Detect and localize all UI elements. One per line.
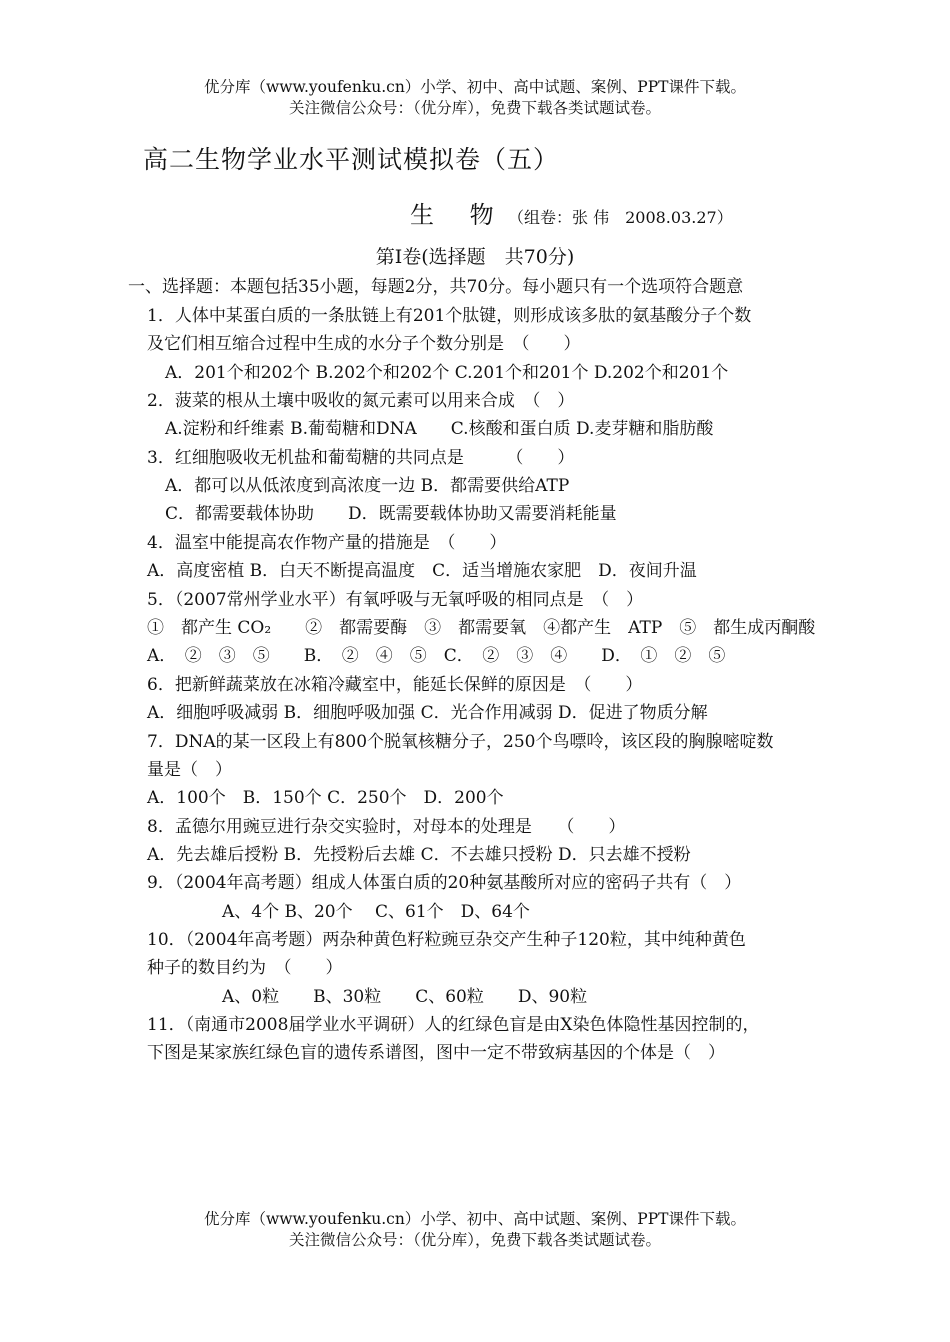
banner-line-1: 优分库（www.youfenku.cn）小学、初中、高中试题、案例、PPT课件下载。	[203, 78, 747, 96]
question-stem: 2．菠菜的根从土壤中吸收的氮元素可以用来合成 （ ）	[147, 391, 575, 411]
question-statements: ① 都产生 CO₂ ② 都需要酶 ③ 都需要氧 ④都产生 ATP ⑤ 都生成丙酮酸	[147, 618, 816, 638]
question-stem: 5．（2007常州学业水平）有氧呼吸与无氧呼吸的相同点是 （ ）	[147, 590, 644, 610]
question-stem: 11．（南通市2008届学业水平调研）人的红绿色盲是由X染色体隐性基因控制的，	[147, 1015, 760, 1035]
question-stem: 3．红细胞吸收无机盐和葡萄糖的共同点是 （ ）	[147, 448, 575, 468]
question-options: A． ② ③ ⑤ B． ② ④ ⑤ C． ② ③ ④ D． ① ② ⑤	[147, 646, 726, 666]
exam-title: 高二生物学业水平测试模拟卷（五）	[143, 145, 560, 174]
question-stem: 9．（2004年高考题）组成人体蛋白质的20种氨基酸所对应的密码子共有（ ）	[147, 873, 742, 893]
question-stem: 8．孟德尔用豌豆进行杂交实验时，对母本的处理是 （ ）	[147, 817, 626, 837]
question-options: A．高度密植 B．白天不断提高温度 C．适当增施农家肥 D．夜间升温	[147, 561, 697, 581]
question-options: A．100个 B．150个 C．250个 D．200个	[147, 788, 504, 808]
question-options: A．201个和202个 B.202个和202个 C.201个和201个 D.202个和201个	[165, 363, 729, 383]
question-stem: 6．把新鲜蔬菜放在冰箱冷藏室中，能延长保鲜的原因是 （ ）	[147, 675, 643, 695]
question-stem: 及它们相互缩合过程中生成的水分子个数分别是 （ ）	[147, 334, 581, 354]
question-stem: 下图是某家族红绿色盲的遗传系谱图，图中一定不带致病基因的个体是（ ）	[147, 1043, 725, 1063]
section-heading: 第Ⅰ卷(选择题 共70分)	[375, 246, 575, 268]
question-options: A.淀粉和纤维素 B.葡萄糖和DNA C.核酸和蛋白质 D.麦芽糖和脂肪酸	[165, 419, 714, 439]
compiler-info: （组卷：张 伟 2008.03.27）	[508, 208, 733, 227]
banner-line-2: 关注微信公众号：（优分库），免费下载各类试题试卷。	[288, 1231, 661, 1249]
question-options: A．都可以从低浓度到高浓度一边 B．都需要供给ATP	[165, 476, 570, 496]
instructions: 一、选择题：本题包括35小题，每题2分，共70分。每小题只有一个选项符合题意	[128, 277, 744, 297]
question-stem: 10．（2004年高考题）两杂种黄色籽粒豌豆杂交产生种子120粒，其中纯种黄色	[147, 930, 746, 950]
question-stem: 种子的数目约为 （ ）	[147, 958, 343, 978]
question-stem: 1．人体中某蛋白质的一条肽链上有201个肽键，则形成该多肽的氨基酸分子个数	[147, 306, 752, 326]
question-stem: 量是（ ）	[147, 760, 232, 780]
question-options: A、4个 B、20个 C、61个 D、64个	[222, 902, 530, 922]
banner-line-2: 关注微信公众号：（优分库），免费下载各类试题试卷。	[288, 99, 661, 117]
subject-name: 生 物	[410, 201, 508, 229]
question-options: A．细胞呼吸减弱 B．细胞呼吸加强 C．光合作用减弱 D．促进了物质分解	[147, 703, 708, 723]
question-stem: 4．温室中能提高农作物产量的措施是 （ ）	[147, 533, 507, 553]
question-options: A、0粒 B、30粒 C、60粒 D、90粒	[222, 987, 588, 1007]
question-options: A．先去雄后授粉 B．先授粉后去雄 C．不去雄只授粉 D．只去雄不授粉	[147, 845, 691, 865]
question-options: C．都需要载体协助 D．既需要载体协助又需要消耗能量	[165, 504, 617, 524]
banner-line-1: 优分库（www.youfenku.cn）小学、初中、高中试题、案例、PPT课件下载。	[203, 1210, 747, 1228]
question-stem: 7．DNA的某一区段上有800个脱氧核糖分子，250个鸟嘌呤，该区段的胸腺嘧啶数	[147, 732, 774, 752]
